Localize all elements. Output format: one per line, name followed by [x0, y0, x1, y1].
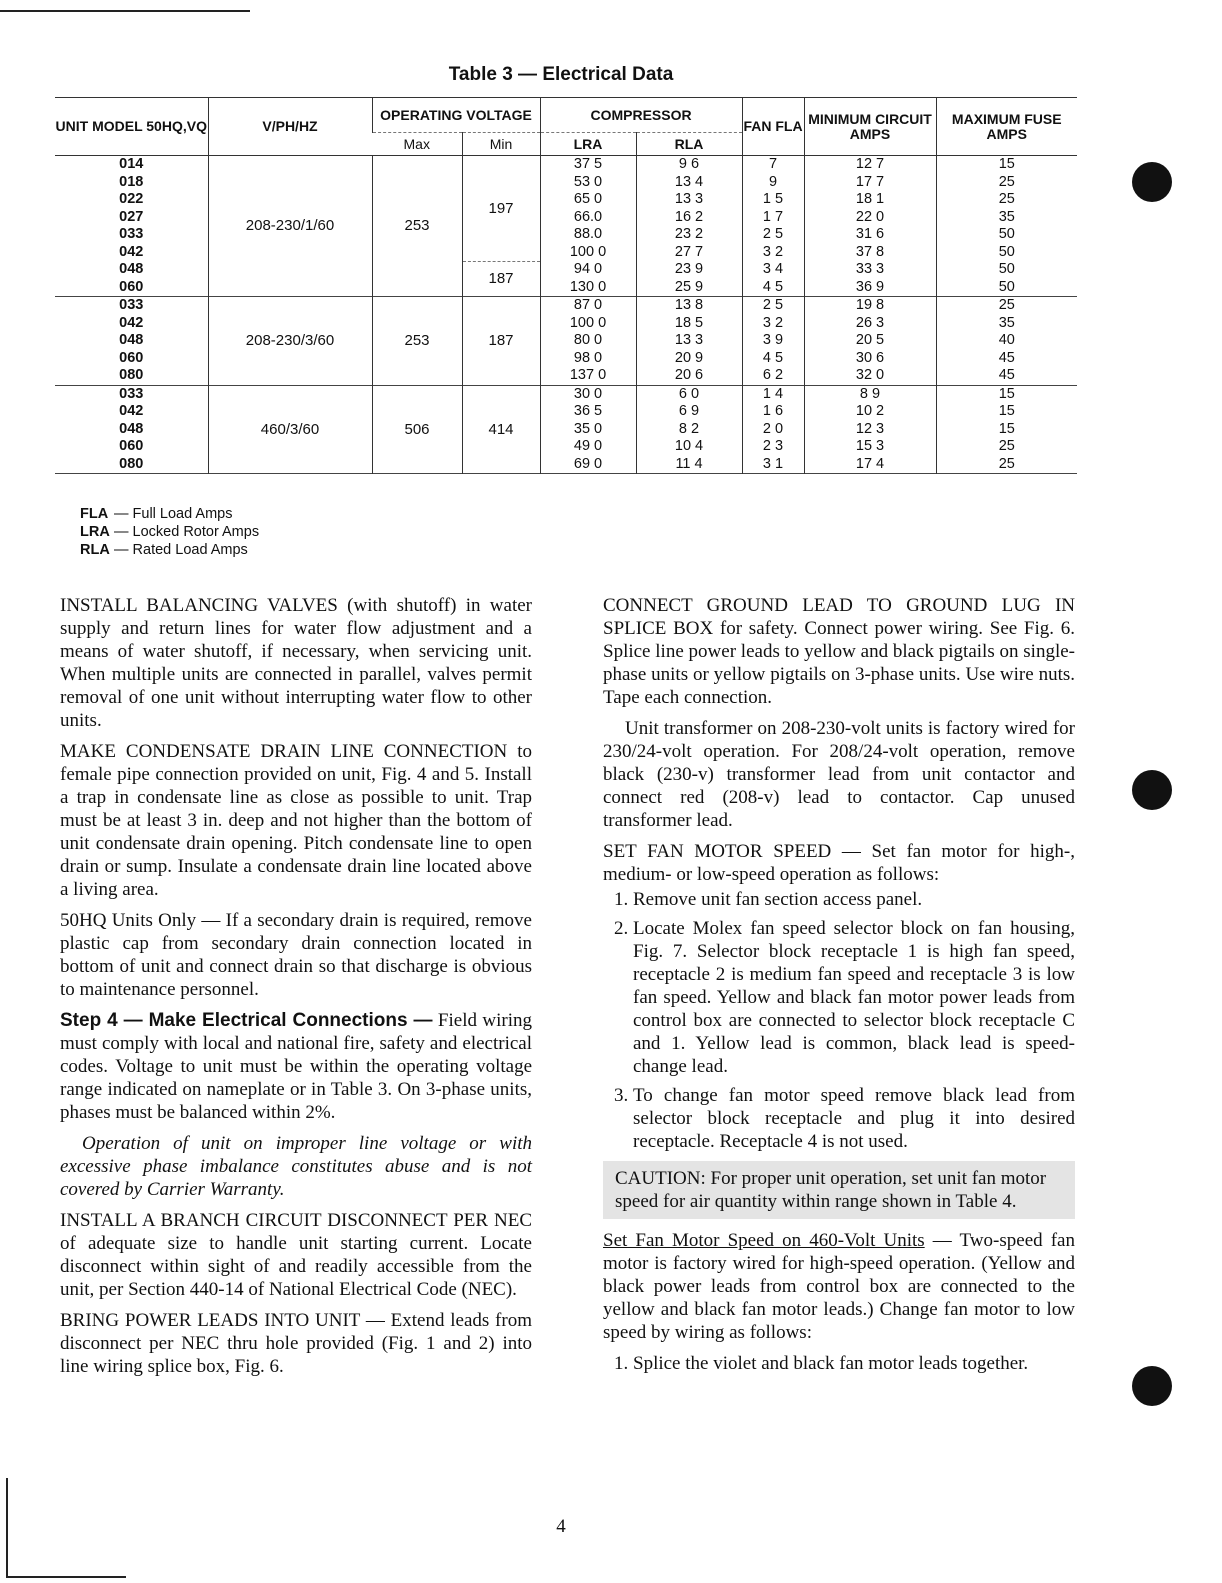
- group-208-230-1-60: [55, 156, 1077, 297]
- transformer-paragraph: Unit transformer on 208-230-volt units is factory wired for 230/24-volt operation. For 208/24-volt operation, remove black (230-v) transformer lead from unit contactor and connect red (208-v) lead to contactor. Cap unused transformer lead.: [603, 718, 1075, 831]
- table-row: 042 100 0 18 5 3 2 26 3 35: [55, 315, 1077, 333]
- ground-lead-paragraph: CONNECT GROUND LEAD TO GROUND LUG IN SPLICE BOX for safety. Connect power wiring. See Fig. 6. Splice line power leads to yellow and black pigtails on single-phase units or yellow pigtails on 3-phase units. Use wire nuts. Tape each connection.: [603, 595, 1075, 708]
- secondary-drain-paragraph: 50HQ Units Only — If a secondary drain is required, remove plastic cap from secondary drain connection located in bottom of unit and connect drain so that discharge is obvious to maintenance personnel.: [60, 910, 532, 1000]
- 460-volt-heading: Set Fan Motor Speed on 460-Volt Units: [603, 1230, 925, 1251]
- table-row: 033 208-230/3/60 253 187 87 0 13 8 2 5 19 8 25: [55, 297, 1077, 315]
- 460-volt-paragraph: Set Fan Motor Speed on 460-Volt Units — Two-speed fan motor is factory wired for high-speed operation. (Yellow and black power leads from control box are connected to the yellow and black fan motor leads.) Change fan motor to low speed by wiring as follows:: [603, 1230, 1075, 1343]
- table-row: 080 69 0 11 4 3 1 17 4 25: [55, 456, 1077, 474]
- power-leads-paragraph: BRING POWER LEADS INTO UNIT — Extend leads from disconnect per NEC thru hole provided (Fig. 1 and 2) into line wiring splice box, Fig. 6.: [60, 1310, 532, 1377]
- voltage-min: 414: [462, 385, 540, 474]
- table-row: 042 100 0 27 7 3 2 37 8 50: [55, 244, 1077, 262]
- table-row: 022 65 0 13 3 1 5 18 1 25: [55, 191, 1077, 209]
- binder-hole: [1132, 770, 1172, 810]
- right-column: [603, 594, 1075, 1383]
- legend-item: LRA — Locked Rotor Amps: [80, 524, 260, 540]
- header-lra: LRA: [540, 133, 636, 156]
- warranty-note: Operation of unit on improper line voltage or with excessive phase imbalance constitutes abuse and is not covered by Carrier Warranty.: [60, 1133, 532, 1200]
- table-row: 033 88.0 23 2 2 5 31 6 50: [55, 226, 1077, 244]
- binder-hole: [1132, 162, 1172, 202]
- header-compressor: COMPRESSOR: [540, 98, 742, 133]
- voltage-phase-hz: 208-230/3/60: [208, 297, 372, 386]
- table-row: 048 35 0 8 2 2 0 12 3 15: [55, 421, 1077, 439]
- list-item: 1. Splice the violet and black fan motor leads together.: [633, 1352, 1075, 1375]
- header-max-fuse-amps: MAXIMUM FUSE AMPS: [936, 98, 1077, 156]
- voltage-max: 253: [372, 297, 462, 386]
- step4-heading: Step 4 — Make Electrical Connections —: [60, 1010, 433, 1031]
- table-title: Table 3 — Electrical Data: [448, 64, 674, 85]
- caution-box: CAUTION: For proper unit operation, set unit fan motor speed for air quantity within range shown in Table 4.: [603, 1161, 1075, 1219]
- header-operating-voltage: OPERATING VOLTAGE: [372, 98, 540, 133]
- header-fan-fla: FAN FLA: [742, 98, 804, 156]
- condensate-drain-paragraph: MAKE CONDENSATE DRAIN LINE CONNECTION to female pipe connection provided on unit, Fig. 4 and 5. Install a trap in condensate line as close as possible to unit. Trap must be at least 3 in. deep and not higher than the bottom of unit condensate drain opening. Pitch condensate line to open drain or sump. Insulate a condensate drain line located above a living area.: [60, 741, 532, 900]
- corner-mark: [6, 1576, 126, 1578]
- table-row: 080 137 0 20 6 6 2 32 0 45: [55, 367, 1077, 385]
- header-max: Max: [372, 133, 462, 156]
- table-row: 048 187 94 0 23 9 3 4 33 3 50: [55, 261, 1077, 279]
- header-vphhz: V/PH/HZ: [208, 98, 372, 156]
- binder-hole: [1132, 1366, 1172, 1406]
- voltage-min-secondary: 187: [462, 261, 540, 297]
- page-number: 4: [556, 1516, 566, 1537]
- header-min-circuit-amps: MINIMUM CIRCUIT AMPS: [804, 98, 936, 156]
- list-item: 2. Locate Molex fan speed selector block on fan housing, Fig. 7. Selector block receptacle 1 is high fan speed, receptacle 2 is medium fan speed and receptacle 3 is low fan speed. Yellow and black fan motor power leads from control box are connected to selector block receptacle C and 1. Yellow lead is common, black lead is speed-change lead.: [633, 917, 1075, 1078]
- top-rule: [0, 10, 250, 12]
- table-row: 027 66.0 16 2 1 7 22 0 35: [55, 209, 1077, 227]
- branch-disconnect-paragraph: INSTALL A BRANCH CIRCUIT DISCONNECT PER NEC of adequate size to handle unit starting current. Locate disconnect within sight of and readily accessible from the unit, per Section 440-14 of National Electrical Code (NEC).: [60, 1210, 532, 1300]
- voltage-max: 506: [372, 385, 462, 474]
- list-item: 3. To change fan motor speed remove black lead from selector block receptacle and plug it into desired receptacle. Receptacle 4 is not used.: [633, 1084, 1075, 1153]
- step4-paragraph: Step 4 — Make Electrical Connections — Field wiring must comply with local and national fire, safety and electrical codes. Voltage to unit must be within the operating voltage range indicated on nameplate or in Table 3. On 3-phase units, phases must be balanced within 2%.: [60, 1010, 532, 1123]
- table-row: 014 208-230/1/60 253 197 37 5 9 6 7 12 7 15: [55, 156, 1077, 174]
- group-460-3-60: [55, 385, 1077, 474]
- fan-motor-speed-paragraph: SET FAN MOTOR SPEED — Set fan motor for high-, medium- or low-speed operation as follows:: [603, 841, 1075, 885]
- electrical-data-table: [55, 97, 1077, 474]
- legend-item: FLA — Full Load Amps: [80, 506, 233, 522]
- header-min: Min: [462, 133, 540, 156]
- voltage-max: 253: [372, 156, 462, 297]
- table-row: 060 98 0 20 9 4 5 30 6 45: [55, 350, 1077, 368]
- group-208-230-3-60: [55, 297, 1077, 386]
- table-row: 018 53 0 13 4 9 17 7 25: [55, 174, 1077, 192]
- balancing-valves-paragraph: INSTALL BALANCING VALVES (with shutoff) in water supply and return lines for water flow adjustment and a means of water shutoff, if necessary, when servicing unit. When multiple units are connected in parallel, valves permit removal of one unit without interrupting water flow to other units.: [60, 595, 532, 731]
- table-row: 042 36 5 6 9 1 6 10 2 15: [55, 403, 1077, 421]
- low-speed-steps: [603, 1352, 1075, 1375]
- corner-mark: [6, 1478, 8, 1578]
- left-column: [60, 594, 532, 1386]
- header-unit-model: UNIT MODEL 50HQ,VQ: [55, 98, 208, 156]
- list-item: 1. Remove unit fan section access panel.: [633, 888, 1075, 911]
- fan-speed-steps: [603, 888, 1075, 1153]
- voltage-min: 187: [462, 297, 540, 386]
- voltage-phase-hz: 208-230/1/60: [208, 156, 372, 297]
- table-row: 060 130 0 25 9 4 5 36 9 50: [55, 279, 1077, 297]
- voltage-phase-hz: 460/3/60: [208, 385, 372, 474]
- table-legend: [80, 505, 259, 559]
- header-rla: RLA: [636, 133, 742, 156]
- voltage-min: 197: [462, 156, 540, 262]
- table-row: 048 80 0 13 3 3 9 20 5 40: [55, 332, 1077, 350]
- table-row: 033 460/3/60 506 414 30 0 6 0 1 4 8 9 15: [55, 385, 1077, 403]
- legend-item: RLA — Rated Load Amps: [80, 542, 248, 558]
- table-row: 060 49 0 10 4 2 3 15 3 25: [55, 438, 1077, 456]
